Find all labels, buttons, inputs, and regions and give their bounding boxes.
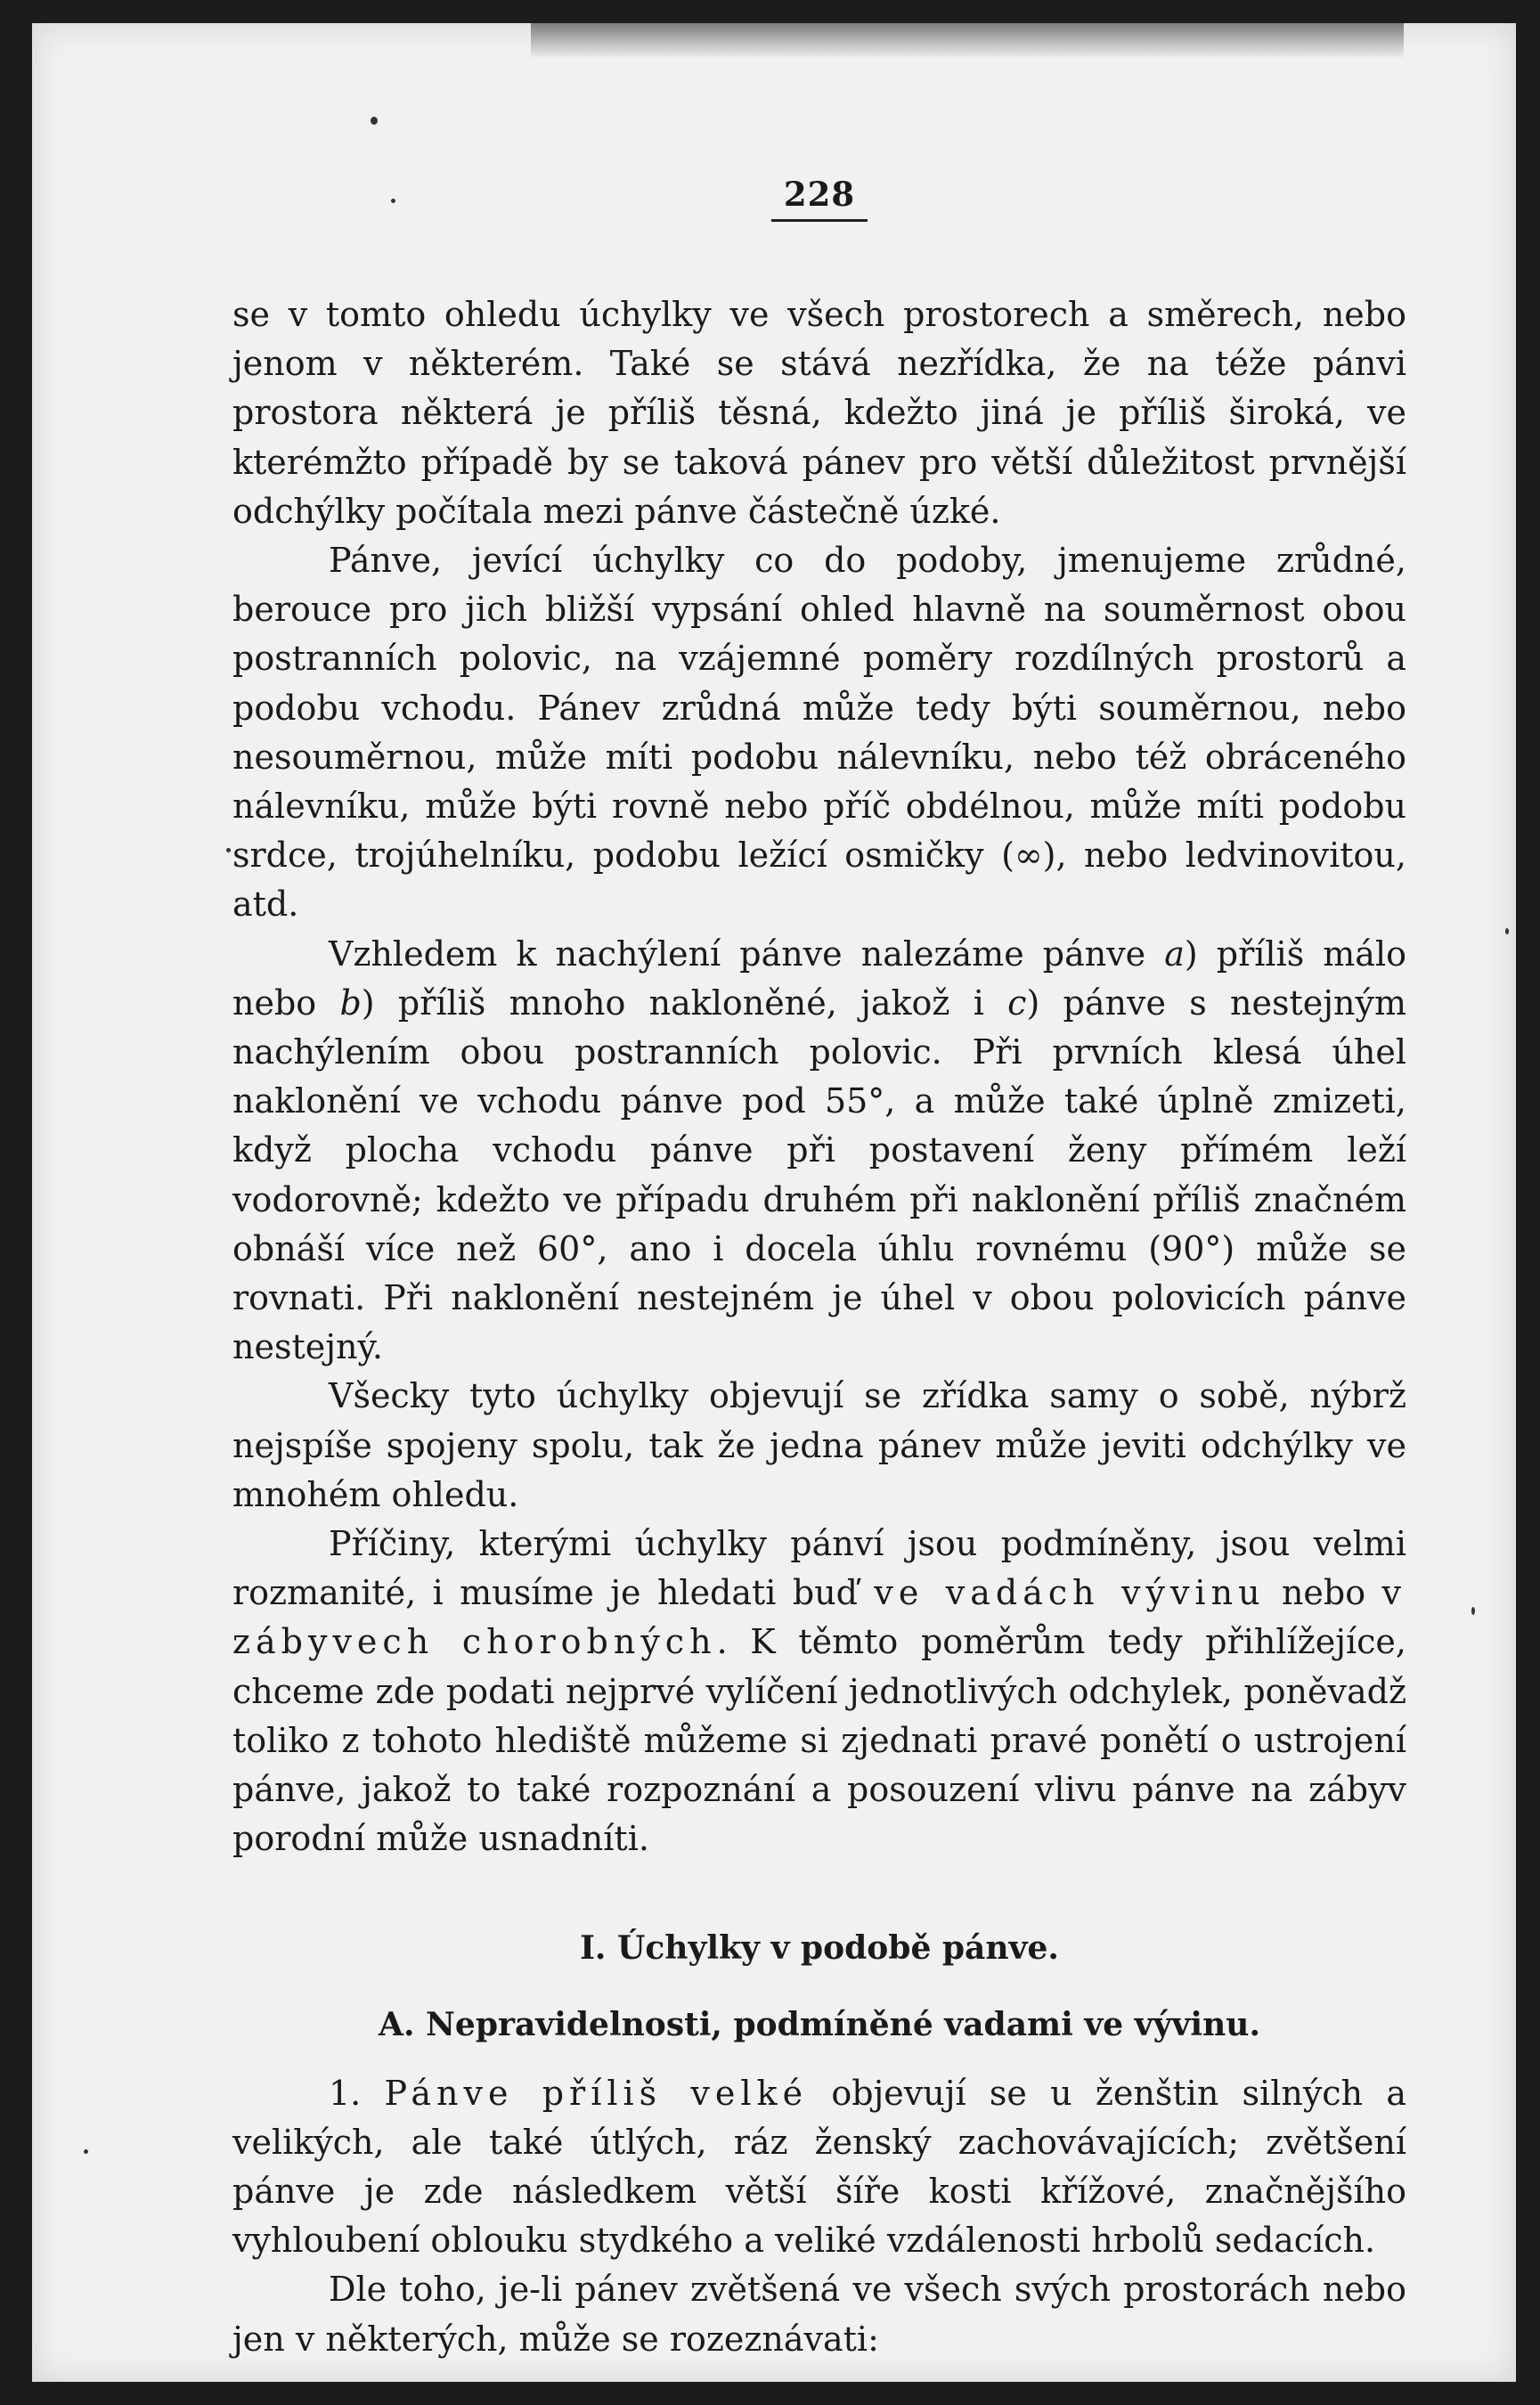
scan-speck xyxy=(226,848,231,852)
scan-speck xyxy=(1505,928,1509,934)
paragraph-shape-deviations: Pánve, jevící úchylky co do podoby, jmenujeme zrůdné, berouce pro jich bližší vypsání ohled hlavně na souměrnost obou postranních polovic, na vzájemné poměry rozdílných prostorů a podobu vchodu. Pánev zrůdná může tedy býti souměrnou, nebo nesouměrnou, může míti podobu nálevníku, nebo též obráceného nálevníku, může býti rovně nebo příč obdélnou, může míti podobu srdce, trojúhelníku, podobu ležící osmičky (∞), nebo ledvinovitou, atd. xyxy=(232,541,1406,925)
emphasis-pathological-processes: v zábyvech chorobných xyxy=(232,1573,1406,1662)
page-number: 228 xyxy=(232,175,1406,222)
paragraph-causes: Příčiny, kterými úchylky pánví jsou podmíněny, jsou velmi rozmanité, i musíme je hledati buď ve vadách vývinu nebo v zábyvech chorobných. K těmto poměrům tedy přihlížejíce, chceme zde podati nejprvé vylíčení jednotlivých odchylek, poněvadž toliko z tohoto hlediště můžeme si zjednati pravé ponětí o ustrojení pánve, jakož to také rozpoznání a posouzení vlivu pánve na zábyv porodní může usnadníti. xyxy=(232,1524,1406,1859)
scan-speck xyxy=(84,2149,88,2154)
book-page xyxy=(32,23,1516,2382)
paragraph-inclination: Vzhledem k nachýlení pánve nalezáme pánve a) příliš málo nebo b) příliš mnoho nakloněné, jakož i c) pánve s nestejným nachýlením obou postranních polovic. Při prvních klesá úhel naklonění ve vchodu pánve pod 55°, a může také úplně zmizeti, když plocha vchodu pánve při postavení ženy přímém leží vodorovně; kdežto ve případu druhém při naklonění příliš značném obnáší více než 60°, ano i docela úhlu rovnému (90°) může se rovnati. Při naklonění nestejném je úhel v obou polovicích pánve nestejný. xyxy=(232,933,1406,1367)
scan-speck xyxy=(1471,1607,1475,1615)
emphasis-too-large-pelves: Pánve příliš velké xyxy=(384,2073,809,2113)
subsection-heading: A. Nepravidelnosti, podmíněné vadami ve vývinu. xyxy=(379,2005,1260,2043)
paragraph-combined-deviations: Všecky tyto úchylky objevují se zřídka samy o sobě, nýbrž nejspíše spojeny spolu, tak že jedna pánev může jeviti odchýlky ve mnohém ohledu. xyxy=(232,1376,1406,1514)
emphasis-developmental-defects: ve vadách vývinu xyxy=(874,1573,1266,1613)
paragraph-closing: Dle toho, je-li pánev zvětšená ve všech svých prostorách nebo jen v některých, může se rozeznávati: xyxy=(232,2270,1406,2359)
section-heading: I. Úchylky v podobě pánve. xyxy=(580,1928,1059,1967)
paragraph-item-1: 1. Pánve příliš velké objevují se u ženštin silných a velikých, ale také útlých, ráz ženský zachovávajících; zvětšení pánve je zde následkem větší šíře kosti křížové, značnějšího vyhloubení oblouku stydkého a veliké vzdálenosti hrbolů sedacích. xyxy=(232,2073,1406,2261)
paragraph-deviation-spaces: se v tomto ohledu úchylky ve všech prostorech a směrech, nebo jenom v některém. Také se stává nezřídka, že na téže pánvi prostora některá je příliš těsná, kdežto jiná je příliš široká, ve kterémžto případě by se taková pánev pro větší důležitost prvnější odchýlky počítala mezi pánve částečně úzké. xyxy=(232,295,1406,531)
body-text xyxy=(232,290,1406,2364)
scan-speck xyxy=(371,117,378,125)
